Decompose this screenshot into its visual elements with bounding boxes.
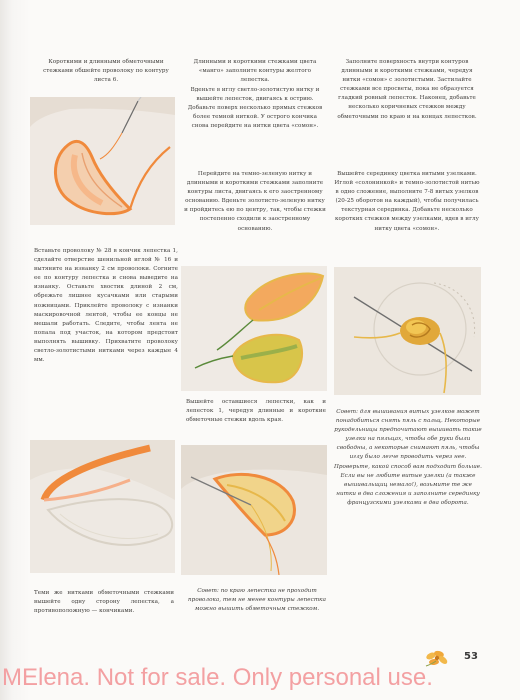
text-col1-main: Вставьте проволоку № 28 в кончик лепестка 1, сделайте отверстие шенильной иглой № 16 и вытяните на изнанку 2 см проволоки. Согните ее по контуру лепестка и снова выведите на изнанку. Оставьте хвостик длиной 2 см, обрежьте лишнее кусачками или старыми ножницами. Приклейте проволоку с изнанки маскировочной лентой, чтобы ее концы не мешали работать. Следите, чтобы лента не попала под участок, на котором предстоит выполнять вышивку. Прихватите проволоку светло-золотистыми нитками через каждые 4 мм. — [34, 248, 178, 364]
photo-needle-petal — [181, 445, 327, 575]
text-col3-top: Заполните поверхность внутри контуров длинными и короткими стежками, чередуя нитки «сомон» с золотистыми. Застилайте стежками все просветы, пока не образуется гладкий ровный лепесток. Наконец, добавьте несколько коричневых стежков между обметочными по краю и на концах лепестков. — [337, 59, 477, 120]
text-col3-tip: Совет: для вышивания витых узелков может понадобиться снять пяль с пальц. Некоторые рукодельницы предпочитают вышивать такие узелки на пяльцах, чтобы обе руки были свободны, а некоторые снимают пяль, чтобы иглу было легче проводить через нее. Проверьте, какой способ вам подходит больше. Если вы не любите витые узелки (а также вышивальщиц немало!), возьмите те же нитки в два сложения и заполните серединку французскими узелками в два оборота. — [334, 409, 483, 506]
text-col3-mid: Вышейте серединку цветка витыми узелками. Иглой «солонинкой» и темно-золотистой нитью в одно сложение, выполните 7-8 витых узелков (20-25 оборотов на каждый), чтобы получилась текстурная серединка. Добавьте несколько коротких стежков между узелками, вдев в иглу нитку цвета «сомон». — [334, 171, 480, 232]
photo-leaf-embroidery — [30, 97, 175, 225]
watermark-text: MElena. Not for sale. Only personal use. — [2, 664, 433, 691]
photo-petal-outline — [30, 440, 175, 573]
text-col2-mid: Перейдите на темно-зеленую нитку и длинными и короткими стежками заполните контуры листа, двигаясь к его заостренному основанию. Вденьте золотисто-зеленую нитку и пройдитесь ею по центру, так, чтобы стежки постепенно сходили к заостренному основанию. — [184, 171, 326, 232]
page-number: 53 — [464, 651, 478, 662]
text-col1-bottom: Теми же нитками обметочными стежками вышейте одну сторону лепестка, а противоположную — кончиками. — [34, 590, 174, 615]
photo-leaves-embroidered — [181, 266, 327, 391]
text-intro-col1: Короткими и длинными обметочными стежками обшейте проволоку по контуру листа 6. — [43, 59, 169, 84]
text-col2-top-a: Длинными и короткими стежками цвета «манго» заполните контуры желтого лепестка. — [193, 59, 317, 84]
text-col2-top-b: Вденьте в иглу светло-золотистую нитку и вышейте лепесток, двигаясь к острию. Добавьте поверх несколько прямых стежков более темной ниткой. У острого кончика снова перейдите на нитки цвета «сомон». — [187, 87, 323, 130]
text-col2-note: Совет: по краю лепестка не проходит проволока, тем не менее контуры лепестка можно вышить обметочным стежком. — [188, 588, 326, 613]
photo-french-knots — [334, 267, 481, 395]
text-col2-low: Вышейте оставшиеся лепестки, как и лепесток 1, чередуя длинные и короткие обметочные стежки вдоль края. — [186, 399, 326, 424]
